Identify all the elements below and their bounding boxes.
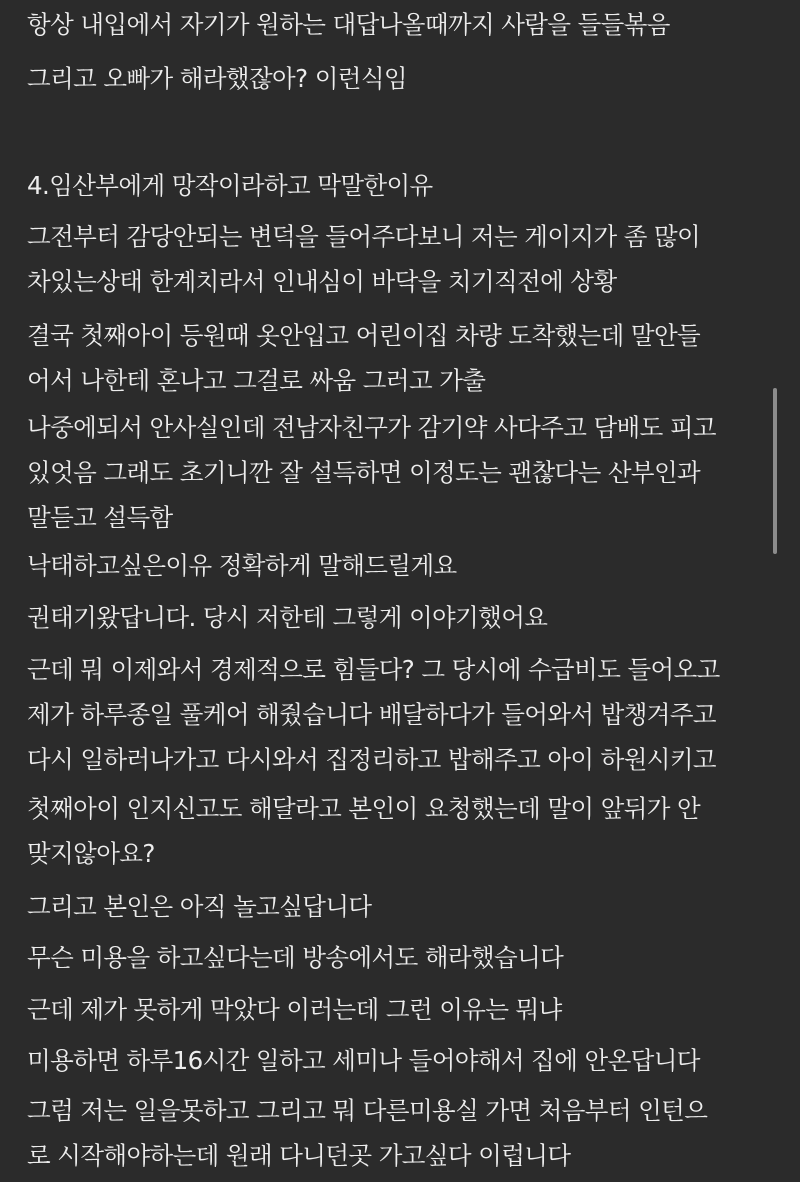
text-line: 맞지않아요? — [27, 839, 155, 868]
paragraph — [27, 313, 787, 403]
text-line: 권태기왔답니다. 당시 저한테 그렇게 이야기했어요 — [27, 603, 548, 632]
text-line: 결국 첫째아이 등원때 옷안입고 어린이집 차량 도착했는데 말안들 — [27, 321, 701, 350]
text-line: 첫째아이 인지신고도 해달라고 본인이 요청했는데 말이 앞뒤가 안 — [27, 794, 701, 823]
paragraph — [27, 595, 787, 640]
text-line: 항상 내입에서 자기가 원하는 대답나올때까지 사람을 들들볶음 — [27, 10, 670, 39]
scrollbar-thumb[interactable] — [773, 388, 777, 554]
text-line: 있엇음 그래도 초기니깐 잘 설득하면 이정도는 괜찮다는 산부인과 — [27, 458, 701, 487]
text-line: 무슨 미용을 하고싶다는데 방송에서도 해라했습니다 — [27, 943, 564, 972]
paragraph — [27, 405, 787, 540]
text-line: 그전부터 감당안되는 변덕을 들어주다보니 저는 게이지가 좀 많이 — [27, 222, 701, 251]
text-line: 로 시작해야하는데 원래 다니던곳 가고싶다 이럽니다 — [27, 1141, 571, 1170]
text-line: 미용하면 하루16시간 일하고 세미나 들어야해서 집에 안온답니다 — [27, 1046, 700, 1075]
paragraph — [27, 543, 787, 588]
paragraph — [27, 1038, 787, 1083]
paragraph — [27, 884, 787, 929]
paragraph — [27, 935, 787, 980]
text-line: 제가 하루종일 풀케어 해줬습니다 배달하다가 들어와서 밥챙겨주고 — [27, 700, 717, 729]
text-line: 근데 뭐 이제와서 경제적으로 힘들다? 그 당시에 수급비도 들어오고 — [27, 655, 720, 684]
paragraph — [27, 987, 787, 1032]
paragraph — [27, 1088, 787, 1178]
paragraph — [27, 214, 787, 304]
section-heading — [27, 163, 787, 208]
text-line: 근데 제가 못하게 막았다 이러는데 그런 이유는 뭐냐 — [27, 995, 562, 1024]
text-line: 차있는상태 한계치라서 인내심이 바닥을 치기직전에 상황 — [27, 267, 617, 296]
paragraph — [27, 647, 787, 782]
text-line: 다시 일하러나가고 다시와서 집정리하고 밥해주고 아이 하원시키고 — [27, 745, 717, 774]
text-line: 어서 나한테 혼나고 그걸로 싸움 그러고 가출 — [27, 366, 486, 395]
text-line: 그리고 오빠가 해라했잖아? 이런식임 — [27, 64, 407, 93]
text-line: 나중에되서 안사실인데 전남자친구가 감기약 사다주고 담배도 피고 — [27, 413, 717, 442]
text-line: 그리고 본인은 아직 놀고싶답니다 — [27, 892, 372, 921]
text-line: 4.임산부에게 망작이라하고 막말한이유 — [27, 171, 433, 200]
paragraph — [27, 786, 787, 876]
text-line: 낙태하고싶은이유 정확하게 말해드릴게요 — [27, 551, 457, 580]
text-line: 그럼 저는 일을못하고 그리고 뭐 다른미용실 가면 처음부터 인턴으 — [27, 1096, 708, 1125]
paragraph — [27, 2, 787, 47]
text-line: 말듣고 설득함 — [27, 503, 173, 532]
paragraph — [27, 56, 787, 101]
